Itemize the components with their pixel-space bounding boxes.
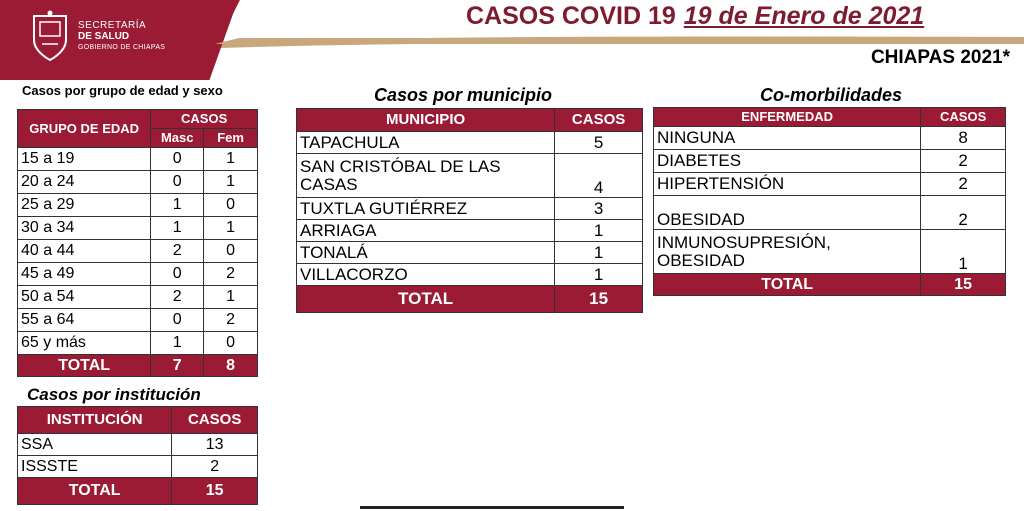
table-row <box>297 264 643 286</box>
masc-cell: 0 <box>151 309 204 332</box>
age-sex-table <box>17 109 258 377</box>
table-row <box>18 240 258 263</box>
table-row <box>18 286 258 309</box>
age-group-cell: 45 a 49 <box>18 263 151 286</box>
disease-name-cell: DIABETES <box>654 150 921 173</box>
total-fem: 8 <box>204 355 258 377</box>
col-fem: Fem <box>204 129 258 148</box>
age-group-cell: 30 a 34 <box>18 217 151 240</box>
masc-cell: 0 <box>151 148 204 171</box>
col-cases: CASOS <box>172 407 258 434</box>
cases-cell: 1 <box>555 264 643 286</box>
table-row <box>18 332 258 355</box>
cases-cell: 1 <box>555 242 643 264</box>
disease-name-cell: INMUNOSUPRESIÓN, OBESIDAD <box>654 230 921 274</box>
fem-cell: 1 <box>204 148 258 171</box>
age-group-cell: 55 a 64 <box>18 309 151 332</box>
cases-cell: 5 <box>555 132 643 154</box>
age-group-cell: 20 a 24 <box>18 171 151 194</box>
cases-cell: 8 <box>921 127 1006 150</box>
table-row <box>654 196 1006 230</box>
institution-name-cell: ISSSTE <box>18 456 172 478</box>
table-row <box>18 171 258 194</box>
table-row <box>654 230 1006 274</box>
municipality-table <box>296 108 643 313</box>
masc-cell: 0 <box>151 263 204 286</box>
table-row <box>297 220 643 242</box>
page-title <box>466 2 924 31</box>
fem-cell: 0 <box>204 332 258 355</box>
report-date: 19 de Enero de 2021 <box>683 2 925 30</box>
col-municipality: MUNICIPIO <box>297 109 555 132</box>
age-group-cell: 15 a 19 <box>18 148 151 171</box>
comorbidities-table <box>653 107 1006 296</box>
institution-section-title: Casos por institución <box>27 385 201 404</box>
table-row <box>654 173 1006 196</box>
total-label: TOTAL <box>18 478 172 505</box>
total-value: 15 <box>172 478 258 505</box>
comorbidities-section-title: Co-morbilidades <box>760 85 903 105</box>
municipality-name-cell: VILLACORZO <box>297 264 555 286</box>
cases-cell: 13 <box>172 434 258 456</box>
age-group-cell: 25 a 29 <box>18 194 151 217</box>
table-row <box>18 434 258 456</box>
col-cases: CASOS <box>921 108 1006 127</box>
total-label: TOTAL <box>18 355 151 377</box>
total-value: 15 <box>555 286 643 313</box>
fem-cell: 0 <box>204 194 258 217</box>
institution-name-cell: SSA <box>18 434 172 456</box>
total-row <box>18 478 258 505</box>
fem-cell: 1 <box>204 286 258 309</box>
cases-cell: 2 <box>921 196 1006 230</box>
table-row <box>18 263 258 286</box>
footer-divider <box>360 506 624 509</box>
masc-cell: 2 <box>151 240 204 263</box>
disease-name-cell: NINGUNA <box>654 127 921 150</box>
col-cases: CASOS <box>151 110 258 129</box>
masc-cell: 2 <box>151 286 204 309</box>
total-row <box>297 286 643 313</box>
table-row <box>297 154 643 198</box>
org-name <box>78 20 165 53</box>
col-cases: CASOS <box>555 109 643 132</box>
masc-cell: 0 <box>151 171 204 194</box>
org-line2: DE SALUD <box>78 31 130 42</box>
table-row <box>18 309 258 332</box>
table-row <box>18 194 258 217</box>
fem-cell: 2 <box>204 263 258 286</box>
total-row <box>18 355 258 377</box>
disease-name-cell: OBESIDAD <box>654 196 921 230</box>
municipality-name-cell: TAPACHULA <box>297 132 555 154</box>
col-institution: INSTITUCIÓN <box>18 407 172 434</box>
municipality-name-cell: TUXTLA GUTIÉRREZ <box>297 198 555 220</box>
total-row <box>654 274 1006 296</box>
org-line3: GOBIERNO DE CHIAPAS <box>78 44 166 51</box>
fem-cell: 1 <box>204 171 258 194</box>
masc-cell: 1 <box>151 194 204 217</box>
age-group-cell: 65 y más <box>18 332 151 355</box>
fem-cell: 0 <box>204 240 258 263</box>
total-label: TOTAL <box>654 274 921 296</box>
header-gold-stripe <box>215 38 1024 44</box>
age-group-cell: 50 a 54 <box>18 286 151 309</box>
total-masc: 7 <box>151 355 204 377</box>
cases-cell: 1 <box>555 220 643 242</box>
col-age-group: GRUPO DE EDAD <box>18 110 151 148</box>
masc-cell: 1 <box>151 217 204 240</box>
cases-cell: 2 <box>921 150 1006 173</box>
municipality-name-cell: SAN CRISTÓBAL DE LAS CASAS <box>297 154 555 198</box>
masc-cell: 1 <box>151 332 204 355</box>
title-text: CASOS COVID 19 <box>466 2 676 30</box>
total-label: TOTAL <box>297 286 555 313</box>
col-masc: Masc <box>151 129 204 148</box>
disease-name-cell: HIPERTENSIÓN <box>654 173 921 196</box>
table-row <box>297 198 643 220</box>
cases-cell: 2 <box>921 173 1006 196</box>
table-row <box>297 132 643 154</box>
age-sex-section-title: Casos por grupo de edad y sexo <box>22 83 223 98</box>
cases-cell: 2 <box>172 456 258 478</box>
fem-cell: 1 <box>204 217 258 240</box>
table-row <box>18 456 258 478</box>
org-line1: SECRETARÍA <box>78 20 147 31</box>
cases-cell: 4 <box>555 154 643 198</box>
table-row <box>297 242 643 264</box>
cases-cell: 1 <box>921 230 1006 274</box>
col-disease: ENFERMEDAD <box>654 108 921 127</box>
table-row <box>18 217 258 240</box>
table-row <box>18 148 258 171</box>
municipality-name-cell: ARRIAGA <box>297 220 555 242</box>
state-shield-icon <box>30 10 70 62</box>
municipality-name-cell: TONALÁ <box>297 242 555 264</box>
age-group-cell: 40 a 44 <box>18 240 151 263</box>
cases-cell: 3 <box>555 198 643 220</box>
page-subtitle: CHIAPAS 2021* <box>870 47 1010 68</box>
institution-table <box>17 406 258 505</box>
table-row <box>654 150 1006 173</box>
fem-cell: 2 <box>204 309 258 332</box>
table-row <box>654 127 1006 150</box>
total-value: 15 <box>921 274 1006 296</box>
municipality-section-title: Casos por municipio <box>374 85 553 105</box>
